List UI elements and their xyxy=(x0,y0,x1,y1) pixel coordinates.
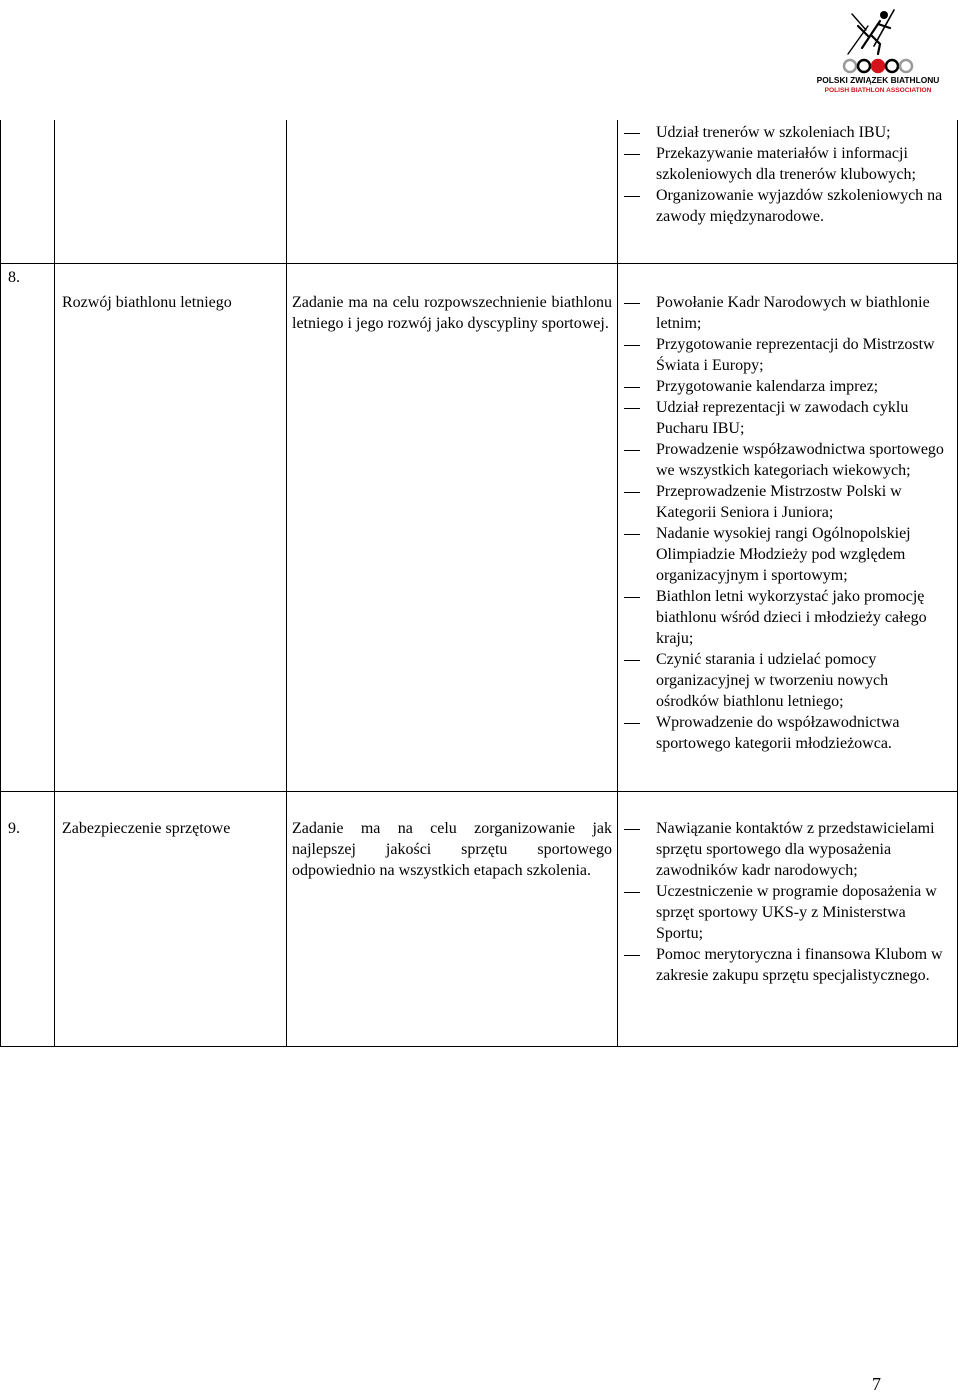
task-description: Zadanie ma na celu zorganizowanie jak najlepszej jakości sprzętu sportowego odpowiednio na wszystkich etapach szkolenia. xyxy=(292,820,612,879)
dash-bullet-icon xyxy=(624,723,640,724)
list-item: Powołanie Kadr Narodowych w biathlonie letnim; xyxy=(620,292,954,334)
list-item: Wprowadzenie do współzawodnictwa sportowego kategorii młodzieżowca. xyxy=(620,712,954,754)
list-item: Przygotowanie reprezentacji do Mistrzostw Świata i Europy; xyxy=(620,334,954,376)
dash-bullet-icon xyxy=(624,597,640,598)
table-row-8 xyxy=(0,264,958,792)
polish-biathlon-association-logo xyxy=(808,6,948,96)
dash-bullet-icon xyxy=(624,829,640,830)
list-item: Organizowanie wyjazdów szkoleniowych na zawody międzynarodowe. xyxy=(620,185,954,227)
dash-bullet-icon xyxy=(624,892,640,893)
task-list-8 xyxy=(620,292,954,754)
dash-bullet-icon xyxy=(624,492,640,493)
table-row-9 xyxy=(0,792,958,1047)
dash-bullet-icon xyxy=(624,660,640,661)
table-row-continuation xyxy=(0,120,958,264)
list-item: Nawiązanie kontaktów z przedstawicielami sprzętu sportowego dla wyposażenia zawodników kadr narodowych; xyxy=(620,818,954,881)
list-item: Udział reprezentacji w zawodach cyklu Pucharu IBU; xyxy=(620,397,954,439)
page-number: 7 xyxy=(872,1374,881,1394)
list-item: Pomoc merytoryczna i finansowa Klubom w zakresie zakupu sprzętu specjalistycznego. xyxy=(620,944,954,986)
task-name: Rozwój biathlonu letniego xyxy=(62,294,232,311)
list-item: Przygotowanie kalendarza imprez; xyxy=(620,376,954,397)
logo-line1: POLSKI ZWIĄZEK BIATHLONU xyxy=(816,75,940,85)
task-description: Zadanie ma na celu rozpowszechnienie biathlonu letniego i jego rozwój jako dyscypliny sportowej. xyxy=(292,294,612,332)
row-number: 9. xyxy=(8,820,20,837)
dash-bullet-icon xyxy=(624,408,640,409)
list-item: Przeprowadzenie Mistrzostw Polski w Kategorii Seniora i Juniora; xyxy=(620,481,954,523)
list-item: Przekazywanie materiałów i informacji szkoleniowych dla trenerów klubowych; xyxy=(620,143,954,185)
task-name: Zabezpieczenie sprzętowe xyxy=(62,820,231,837)
dash-bullet-icon xyxy=(624,534,640,535)
task-list-continuation xyxy=(620,122,954,227)
list-item: Udział trenerów w szkoleniach IBU; xyxy=(620,122,954,143)
task-list-9 xyxy=(620,818,954,986)
dash-bullet-icon xyxy=(624,303,640,304)
dash-bullet-icon xyxy=(624,133,640,134)
dash-bullet-icon xyxy=(624,387,640,388)
list-item: Czynić starania i udzielać pomocy organizacyjnej w tworzeniu nowych ośrodków biathlonu letniego; xyxy=(620,649,954,712)
list-item: Nadanie wysokiej rangi Ogólnopolskiej Olimpiadzie Młodzieży pod względem organizacyjnym i sportowym; xyxy=(620,523,954,586)
dash-bullet-icon xyxy=(624,196,640,197)
olympic-rings-icon xyxy=(844,60,912,72)
dash-bullet-icon xyxy=(624,955,640,956)
biathlete-figure-icon xyxy=(848,10,894,54)
logo-line2: POLISH BIATHLON ASSOCIATION xyxy=(824,87,932,94)
dash-bullet-icon xyxy=(624,154,640,155)
tasks-table xyxy=(0,120,958,1047)
list-item: Uczestniczenie w programie doposażenia w sprzęt sportowy UKS-y z Ministerstwa Sportu; xyxy=(620,881,954,944)
dash-bullet-icon xyxy=(624,345,640,346)
list-item: Biathlon letni wykorzystać jako promocję biathlonu wśród dzieci i młodzieży całego kraju; xyxy=(620,586,954,649)
list-item: Prowadzenie współzawodnictwa sportowego we wszystkich kategoriach wiekowych; xyxy=(620,439,954,481)
dash-bullet-icon xyxy=(624,450,640,451)
row-number: 8. xyxy=(8,269,20,286)
